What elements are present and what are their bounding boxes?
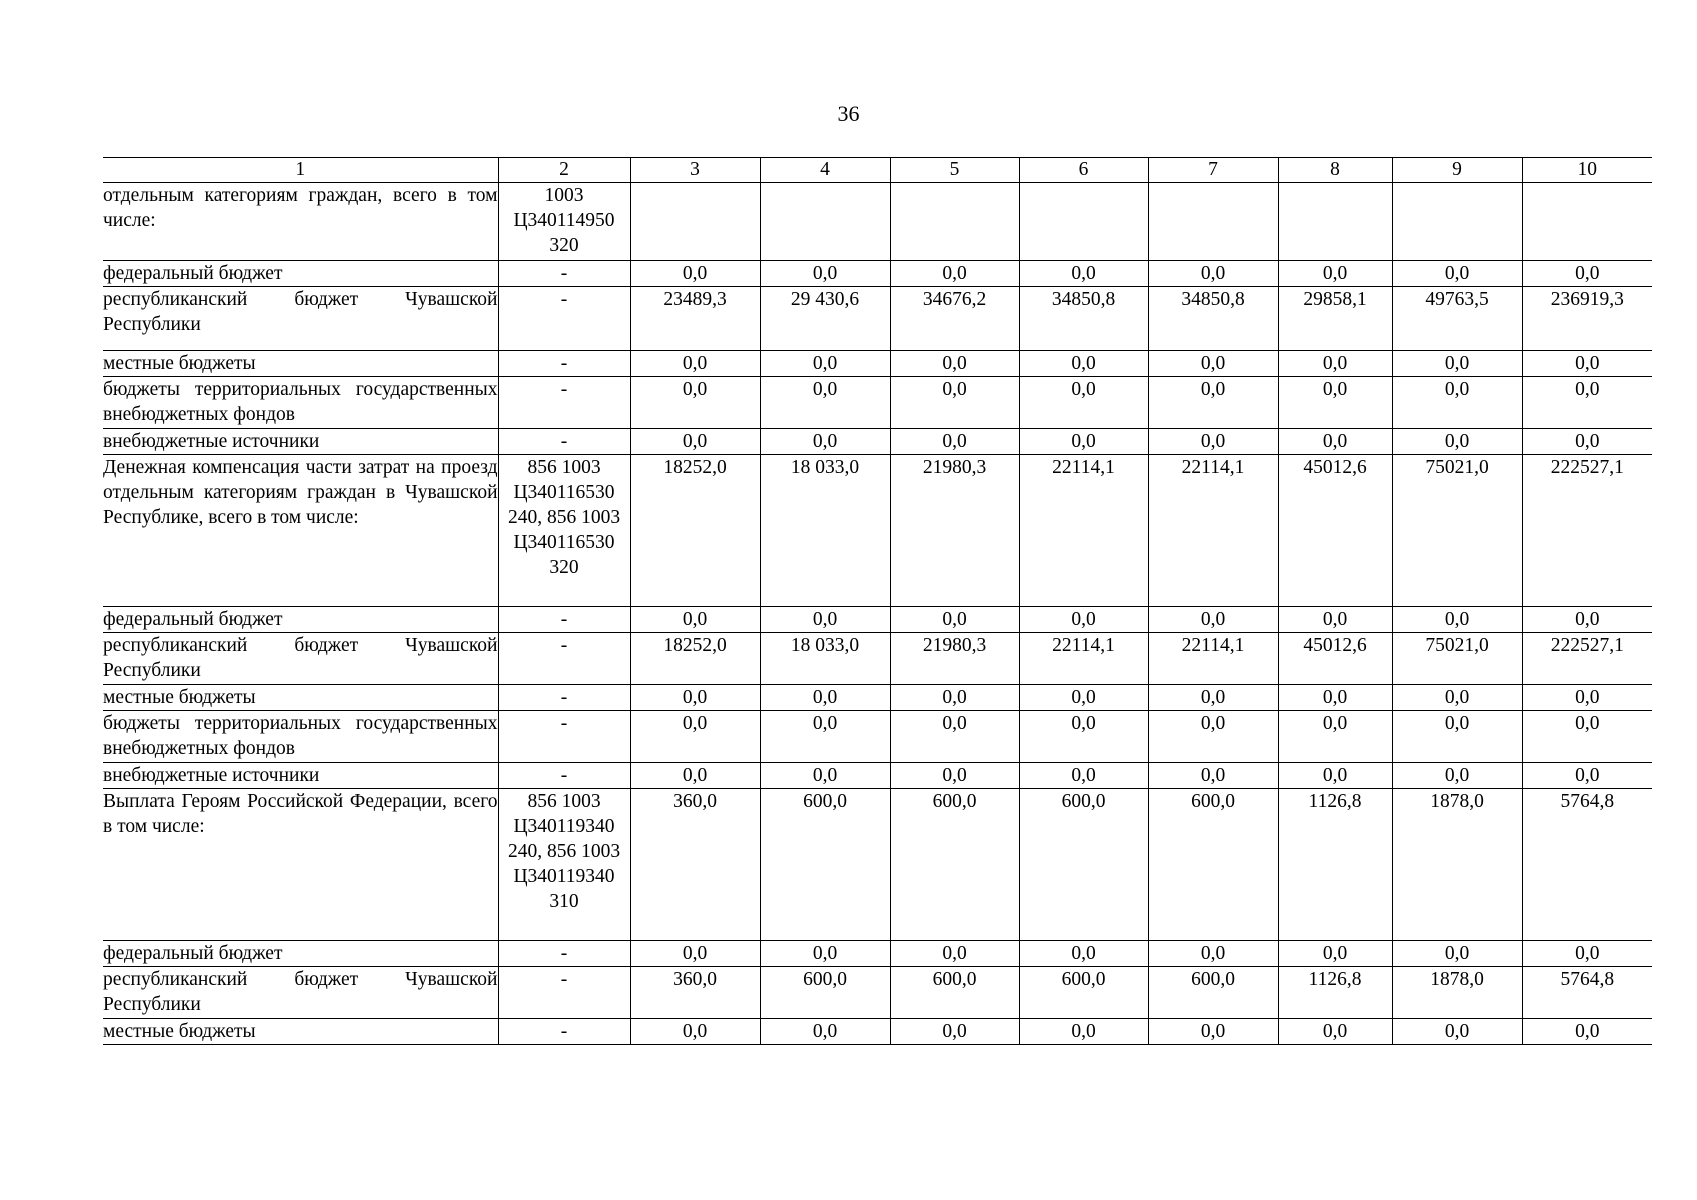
value-cell: 0,0 (1019, 429, 1148, 455)
budget-code: - (498, 633, 630, 685)
value-cell: 600,0 (1148, 967, 1278, 1019)
value-cell: 0,0 (890, 261, 1019, 287)
value-cell: 0,0 (890, 377, 1019, 429)
value-cell: 0,0 (1019, 607, 1148, 633)
table-row (103, 711, 1652, 763)
value-cell: 0,0 (1019, 685, 1148, 711)
value-cell: 0,0 (1392, 711, 1522, 763)
value-cell: 0,0 (1392, 429, 1522, 455)
value-cell: 29 430,6 (760, 287, 890, 351)
value-cell: 22114,1 (1148, 455, 1278, 607)
value-cell: 0,0 (890, 351, 1019, 377)
value-cell: 0,0 (1148, 429, 1278, 455)
value-cell: 0,0 (1278, 607, 1392, 633)
value-cell: 0,0 (630, 261, 760, 287)
value-cell: 600,0 (760, 789, 890, 941)
value-cell: 600,0 (1019, 967, 1148, 1019)
value-cell: 600,0 (1019, 789, 1148, 941)
value-cell: 0,0 (760, 711, 890, 763)
value-cell: 600,0 (890, 967, 1019, 1019)
row-label: внебюджетные источники (103, 429, 498, 455)
value-cell: 23489,3 (630, 287, 760, 351)
value-cell: 0,0 (1392, 685, 1522, 711)
value-cell: 0,0 (1019, 711, 1148, 763)
value-cell: 0,0 (630, 1019, 760, 1045)
value-cell: 0,0 (890, 763, 1019, 789)
budget-code: - (498, 377, 630, 429)
table-row (103, 1019, 1652, 1045)
value-cell: 0,0 (630, 763, 760, 789)
value-cell: 5764,8 (1522, 967, 1652, 1019)
budget-code: 856 1003 Ц340119340 240, 856 1003 Ц340119340 310 (498, 789, 630, 941)
value-cell: 0,0 (1522, 941, 1652, 967)
value-cell: 0,0 (1392, 261, 1522, 287)
table-row (103, 287, 1652, 351)
row-label: республиканский бюджет Чувашской Республики (103, 633, 498, 685)
value-cell (1392, 183, 1522, 261)
value-cell: 5764,8 (1522, 789, 1652, 941)
value-cell: 49763,5 (1392, 287, 1522, 351)
column-header: 3 (630, 158, 760, 183)
value-cell: 0,0 (630, 941, 760, 967)
row-label: Денежная компенсация части затрат на проезд отдельным категориям граждан в Чувашской Республике, всего в том числе: (103, 455, 498, 607)
value-cell: 0,0 (1019, 351, 1148, 377)
value-cell: 1878,0 (1392, 967, 1522, 1019)
page-number: 36 (837, 101, 860, 126)
value-cell: 0,0 (890, 941, 1019, 967)
budget-code: - (498, 711, 630, 763)
row-label: Выплата Героям Российской Федерации, всего в том числе: (103, 789, 498, 941)
value-cell: 0,0 (630, 607, 760, 633)
row-label: местные бюджеты (103, 685, 498, 711)
value-cell: 45012,6 (1278, 455, 1392, 607)
budget-code: - (498, 351, 630, 377)
row-label: внебюджетные источники (103, 763, 498, 789)
value-cell: 45012,6 (1278, 633, 1392, 685)
value-cell (1278, 183, 1392, 261)
row-label: местные бюджеты (103, 1019, 498, 1045)
value-cell: 0,0 (1148, 711, 1278, 763)
value-cell: 0,0 (1392, 941, 1522, 967)
value-cell: 75021,0 (1392, 633, 1522, 685)
value-cell: 0,0 (760, 763, 890, 789)
value-cell: 0,0 (630, 711, 760, 763)
row-label: республиканский бюджет Чувашской Республики (103, 287, 498, 351)
value-cell: 22114,1 (1019, 455, 1148, 607)
value-cell: 0,0 (1278, 351, 1392, 377)
value-cell: 0,0 (1148, 351, 1278, 377)
column-header: 5 (890, 158, 1019, 183)
value-cell: 1126,8 (1278, 967, 1392, 1019)
value-cell: 0,0 (1019, 261, 1148, 287)
value-cell: 0,0 (1019, 763, 1148, 789)
value-cell: 0,0 (760, 351, 890, 377)
value-cell: 0,0 (1278, 685, 1392, 711)
value-cell: 0,0 (890, 711, 1019, 763)
budget-code: 1003 Ц340114950 320 (498, 183, 630, 261)
value-cell: 360,0 (630, 967, 760, 1019)
value-cell: 34850,8 (1019, 287, 1148, 351)
value-cell: 0,0 (1278, 1019, 1392, 1045)
row-label: федеральный бюджет (103, 607, 498, 633)
value-cell: 0,0 (1392, 351, 1522, 377)
budget-code: - (498, 261, 630, 287)
value-cell: 18 033,0 (760, 633, 890, 685)
value-cell: 1126,8 (1278, 789, 1392, 941)
row-label: республиканский бюджет Чувашской Республики (103, 967, 498, 1019)
value-cell: 0,0 (1148, 377, 1278, 429)
value-cell: 0,0 (1392, 377, 1522, 429)
value-cell (1148, 183, 1278, 261)
budget-code: - (498, 287, 630, 351)
value-cell: 18 033,0 (760, 455, 890, 607)
budget-code: 856 1003 Ц340116530 240, 856 1003 Ц340116530 320 (498, 455, 630, 607)
value-cell: 0,0 (760, 261, 890, 287)
table-row (103, 351, 1652, 377)
row-label: федеральный бюджет (103, 261, 498, 287)
value-cell: 0,0 (1148, 685, 1278, 711)
value-cell: 222527,1 (1522, 633, 1652, 685)
value-cell: 29858,1 (1278, 287, 1392, 351)
value-cell: 0,0 (1522, 261, 1652, 287)
value-cell: 0,0 (760, 429, 890, 455)
value-cell: 0,0 (1019, 377, 1148, 429)
value-cell: 75021,0 (1392, 455, 1522, 607)
value-cell (890, 183, 1019, 261)
value-cell: 0,0 (1522, 685, 1652, 711)
value-cell: 0,0 (1522, 711, 1652, 763)
value-cell: 0,0 (890, 429, 1019, 455)
value-cell: 0,0 (630, 351, 760, 377)
value-cell: 0,0 (1392, 1019, 1522, 1045)
value-cell: 0,0 (1522, 429, 1652, 455)
value-cell: 22114,1 (1019, 633, 1148, 685)
value-cell: 18252,0 (630, 633, 760, 685)
value-cell: 0,0 (1392, 763, 1522, 789)
row-label: бюджеты территориальных государственных внебюджетных фондов (103, 711, 498, 763)
value-cell: 0,0 (1148, 607, 1278, 633)
value-cell: 0,0 (1392, 607, 1522, 633)
table-row (103, 455, 1652, 607)
row-label: федеральный бюджет (103, 941, 498, 967)
value-cell (1522, 183, 1652, 261)
value-cell: 0,0 (1278, 261, 1392, 287)
value-cell: 0,0 (1148, 941, 1278, 967)
value-cell: 0,0 (890, 607, 1019, 633)
table-row (103, 789, 1652, 941)
value-cell: 0,0 (1278, 763, 1392, 789)
column-header: 6 (1019, 158, 1148, 183)
table-row (103, 183, 1652, 261)
value-cell: 0,0 (1278, 941, 1392, 967)
table-row (103, 763, 1652, 789)
value-cell (1019, 183, 1148, 261)
budget-table (103, 157, 1652, 1045)
table-row (103, 607, 1652, 633)
value-cell: 34676,2 (890, 287, 1019, 351)
table-row (103, 685, 1652, 711)
table-row (103, 941, 1652, 967)
value-cell: 0,0 (1522, 351, 1652, 377)
table-row (103, 377, 1652, 429)
column-header: 2 (498, 158, 630, 183)
budget-code: - (498, 607, 630, 633)
table-row (103, 967, 1652, 1019)
budget-code: - (498, 763, 630, 789)
row-label: местные бюджеты (103, 351, 498, 377)
budget-code: - (498, 941, 630, 967)
value-cell: 21980,3 (890, 455, 1019, 607)
value-cell: 600,0 (1148, 789, 1278, 941)
column-header: 1 (103, 158, 498, 183)
budget-code: - (498, 685, 630, 711)
value-cell: 0,0 (760, 685, 890, 711)
column-header: 9 (1392, 158, 1522, 183)
value-cell: 0,0 (1148, 763, 1278, 789)
budget-code: - (498, 1019, 630, 1045)
value-cell: 0,0 (630, 429, 760, 455)
value-cell: 600,0 (890, 789, 1019, 941)
row-label: отдельным категориям граждан, всего в том числе: (103, 183, 498, 261)
value-cell: 222527,1 (1522, 455, 1652, 607)
value-cell: 0,0 (1522, 763, 1652, 789)
column-header: 10 (1522, 158, 1652, 183)
value-cell: 0,0 (760, 1019, 890, 1045)
value-cell: 600,0 (760, 967, 890, 1019)
value-cell (630, 183, 760, 261)
value-cell: 0,0 (760, 607, 890, 633)
value-cell: 360,0 (630, 789, 760, 941)
value-cell (760, 183, 890, 261)
row-label: бюджеты территориальных государственных внебюджетных фондов (103, 377, 498, 429)
value-cell: 21980,3 (890, 633, 1019, 685)
table-row (103, 261, 1652, 287)
table-row (103, 633, 1652, 685)
value-cell: 0,0 (1019, 941, 1148, 967)
column-header: 8 (1278, 158, 1392, 183)
budget-code: - (498, 967, 630, 1019)
value-cell: 0,0 (1019, 1019, 1148, 1045)
value-cell: 0,0 (1522, 377, 1652, 429)
value-cell: 18252,0 (630, 455, 760, 607)
value-cell: 0,0 (630, 377, 760, 429)
column-number-row (103, 158, 1652, 183)
column-header: 7 (1148, 158, 1278, 183)
value-cell: 1878,0 (1392, 789, 1522, 941)
table-row (103, 429, 1652, 455)
value-cell: 0,0 (1148, 1019, 1278, 1045)
value-cell: 0,0 (630, 685, 760, 711)
value-cell: 0,0 (1278, 711, 1392, 763)
budget-code: - (498, 429, 630, 455)
value-cell: 0,0 (1148, 261, 1278, 287)
value-cell: 0,0 (1278, 429, 1392, 455)
value-cell: 236919,3 (1522, 287, 1652, 351)
value-cell: 0,0 (1522, 607, 1652, 633)
value-cell: 0,0 (890, 685, 1019, 711)
value-cell: 0,0 (1522, 1019, 1652, 1045)
value-cell: 0,0 (760, 377, 890, 429)
value-cell: 0,0 (760, 941, 890, 967)
value-cell: 34850,8 (1148, 287, 1278, 351)
column-header: 4 (760, 158, 890, 183)
value-cell: 0,0 (1278, 377, 1392, 429)
value-cell: 0,0 (890, 1019, 1019, 1045)
value-cell: 22114,1 (1148, 633, 1278, 685)
